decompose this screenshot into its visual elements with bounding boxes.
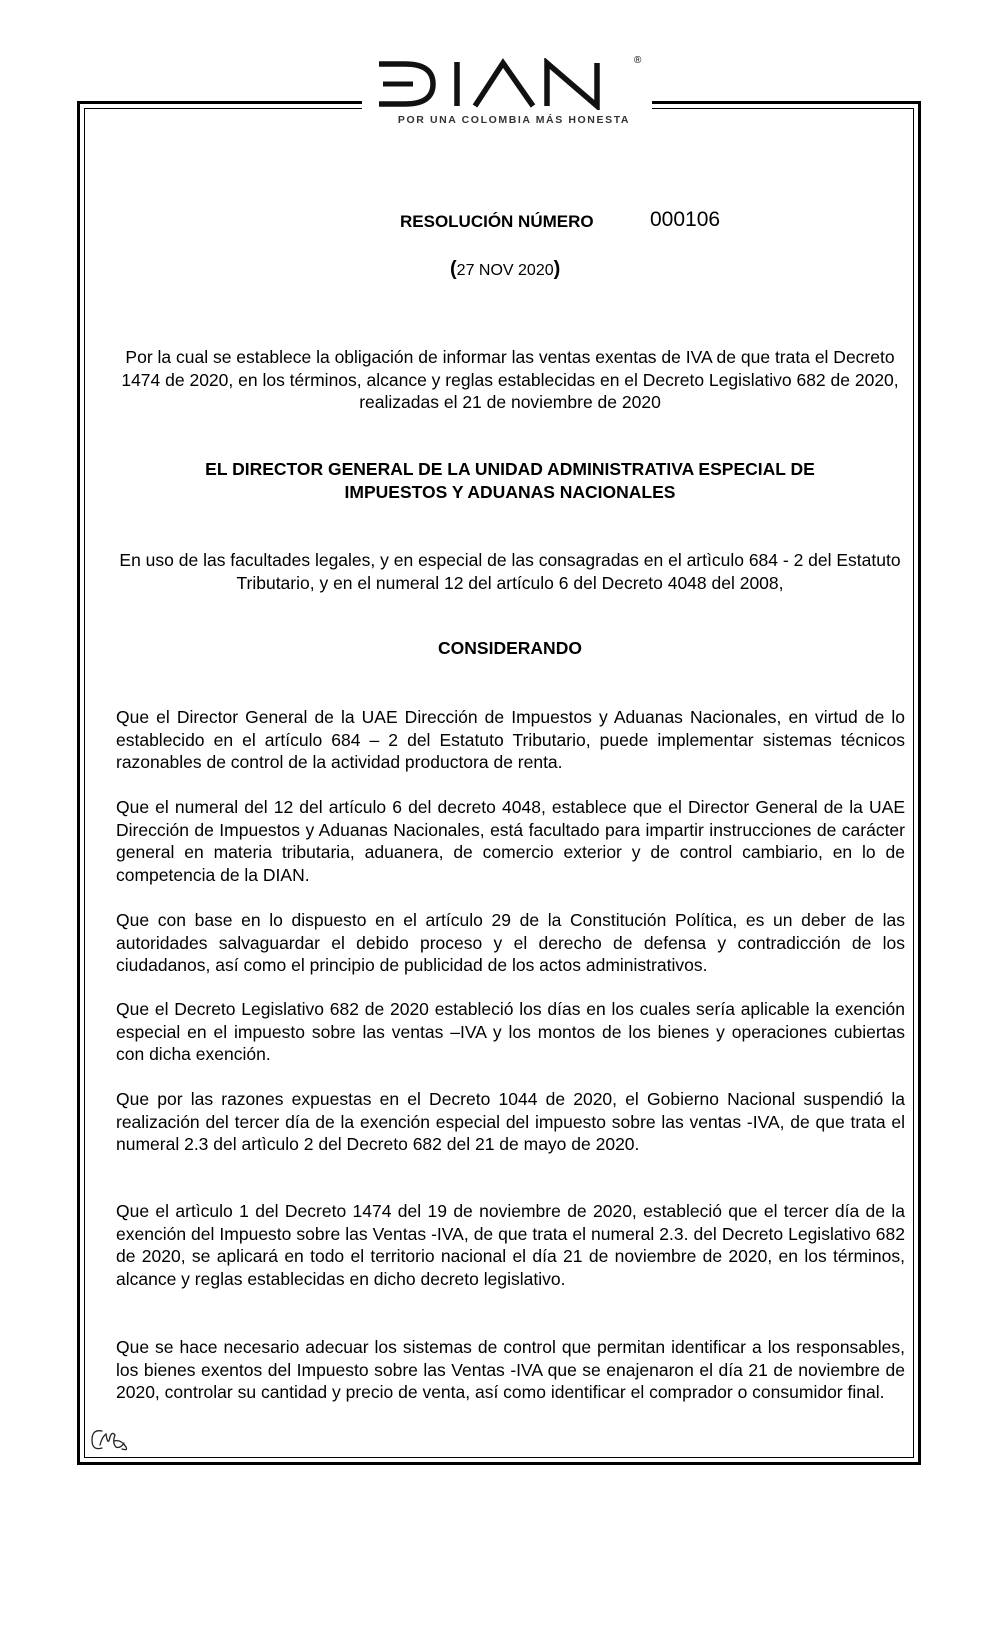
paragraph-4: Que el Decreto Legislativo 682 de 2020 estableció los días en los cuales sería aplicable la exención especial en el impuesto sobre las ventas –IVA y los montos de los bienes y operaciones cubiertas con dicha exención. (116, 999, 905, 1064)
paragraph-2: Que el numeral del 12 del artículo 6 del decreto 4048, establece que el Director General de la UAE Dirección de Impuestos y Aduanas Nacionales, está facultado para impartir instrucciones de carácter general en materia tributaria, aduanera, de comercio exterior y de control cambiario, en lo de competencia de la DIAN. (116, 797, 905, 885)
paragraph-5: Que por las razones expuestas en el Decreto 1044 de 2020, el Gobierno Nacional suspendió la realización del tercer día de la exención especial del impuesto sobre las ventas -IVA, de que trata el numeral 2.3 del artìculo 2 del Decreto 682 del 21 de mayo de 2020. (116, 1089, 905, 1154)
resolution-title: RESOLUCIÓN NÚMERO (400, 212, 594, 231)
registered-mark: ® (634, 55, 642, 66)
paragraph-6: Que el artìculo 1 del Decreto 1474 del 19 de noviembre de 2020, estableció que el tercer día de la exención del Impuesto sobre las Ventas -IVA, de que trata el numeral 2.3. del Decreto Legislativo 682 de 2020, se aplicará en todo el territorio nacional el día 21 de noviembre de 2020, en los términos, alcance y reglas establecidas en dicho decreto legislativo. (116, 1201, 905, 1289)
date-close-paren: ) (553, 258, 561, 280)
paragraph-3: Que con base en lo dispuesto en el artículo 29 de la Constitución Política, es un deber de las autoridades salvaguardar el debido proceso y el derecho de defensa y contradicción de los ciudadanos, así como el principio de publicidad de los actos administrativos. (116, 910, 905, 975)
considerando-heading: CONSIDERANDO (438, 638, 582, 658)
dian-logo (375, 58, 633, 110)
paragraph-7: Que se hace necesario adecuar los sistemas de control que permitan identificar a los responsables, los bienes exentos del Impuesto sobre las Ventas -IVA que se enajenaron el día 21 de noviembre de 2020, controlar su cantidad y precio de venta, así como identificar el comprador o consumidor final. (116, 1337, 905, 1402)
resolution-date (450, 258, 560, 281)
legal-powers: En uso de las facultades legales, y en especial de las consagradas en el artìculo 684 - 2 del Estatuto Tributario, y en el numeral 12 del artículo 6 del Decreto 4048 del 2008, (119, 550, 901, 593)
resolution-subject: Por la cual se establece la obligación de informar las ventas exentas de IVA de que trata el Decreto 1474 de 2020, en los términos, alcance y reglas establecidas en el Decreto Legislativo 682 de 2020, realizadas el 21 de noviembre de 2020 (121, 347, 899, 412)
initials-signature (88, 1425, 130, 1455)
resolution-number: 000106 (650, 208, 721, 231)
logo-tagline: POR UNA COLOMBIA MÁS HONESTA (397, 114, 631, 126)
date-open-paren: ( (450, 258, 457, 280)
date-text: 27 NOV 2020 (456, 262, 554, 279)
paragraph-1: Que el Director General de la UAE Dirección de Impuestos y Aduanas Nacionales, en virtud de lo establecido en el artículo 684 – 2 del Estatuto Tributario, puede implementar sistemas técnicos razonables de control de la actividad productora de renta. (116, 707, 905, 772)
authority-heading: EL DIRECTOR GENERAL DE LA UNIDAD ADMINISTRATIVA ESPECIAL DE IMPUESTOS Y ADUANAS NACIONALES (205, 459, 815, 502)
